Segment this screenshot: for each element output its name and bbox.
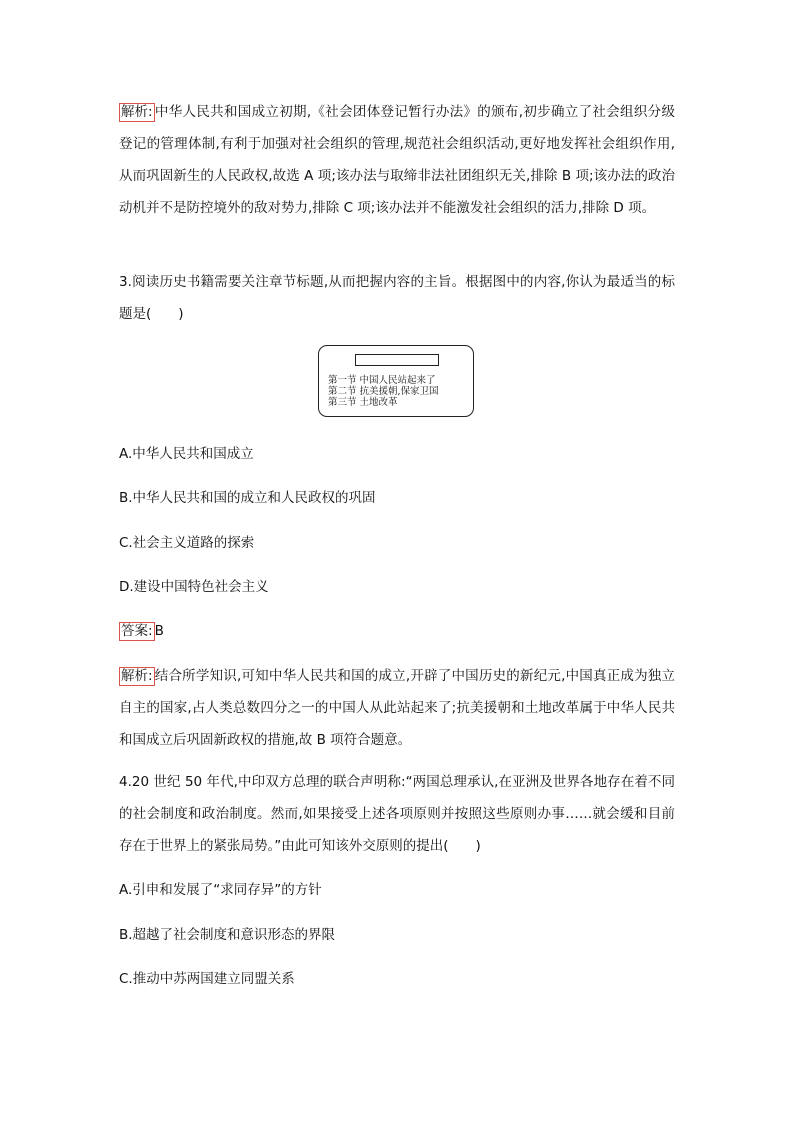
- section-line: 第二节 抗美援朝,保家卫国: [328, 386, 439, 397]
- analysis-tag: 解析:: [121, 104, 153, 120]
- section-line: 第一节 中国人民站起来了: [328, 375, 436, 386]
- answer-tag: 答案:: [121, 623, 153, 639]
- blank-title-box: [355, 354, 439, 366]
- analysis-tag: 解析:: [121, 668, 153, 684]
- option-a: A.引申和发展了“求同存异”的方针: [119, 882, 322, 898]
- option-d: D.建设中国特色社会主义: [119, 579, 269, 595]
- question-4-stem: 4.20 世纪 50 年代,中印双方总理的联合声明称:“两国总理承认,在亚洲及世界各地存在着不同的社会制度和政治制度。然而,如果接受上述各项原则并按照这些原则办事……就会缓和目前存在于世界上的紧张局势。”由此可知该外交原则的提出( ): [119, 774, 675, 854]
- chapter-title-figure: [318, 345, 474, 417]
- option-a: A.中华人民共和国成立: [119, 446, 254, 462]
- analysis-text: 中华人民共和国成立初期,《社会团体登记暂行办法》的颁布,初步确立了社会组织分级登记的管理体制,有利于加强对社会组织的管理,规范社会组织活动,更好地发挥社会组织作用,从而巩固新生的人民政权,故选 A 项;该办法与取缔非法社团组织无关,排除 B 项;该办法的政治动机并不是防控境外的敌对势力,排除 C 项;该办法并不能激发社会组织的活力,排除 D 项。: [119, 104, 675, 216]
- analysis-text: 结合所学知识,可知中华人民共和国的成立,开辟了中国历史的新纪元,中国真正成为独立自主的国家,占人类总数四分之一的中国人从此站起来了;抗美援朝和土地改革属于中华人民共和国成立后巩固新政权的措施,故 B 项符合题意。: [119, 668, 675, 748]
- q3-analysis: [119, 660, 675, 756]
- option-b: B.中华人民共和国的成立和人民政权的巩固: [119, 490, 376, 506]
- option-c: C.社会主义道路的探索: [119, 535, 255, 551]
- q2-analysis: [119, 96, 675, 224]
- answer-value: B: [154, 623, 164, 639]
- question-3-stem: 3.阅读历史书籍需要关注章节标题,从而把握内容的主旨。根据图中的内容,你认为最适当的标题是( ): [119, 274, 675, 322]
- option-c: C.推动中苏两国建立同盟关系: [119, 971, 295, 987]
- option-b: B.超越了社会制度和意识形态的界限: [119, 927, 336, 943]
- section-line: 第三节 土地改革: [328, 397, 398, 408]
- q3-answer: [119, 621, 164, 641]
- chapter-section-list: [328, 375, 439, 408]
